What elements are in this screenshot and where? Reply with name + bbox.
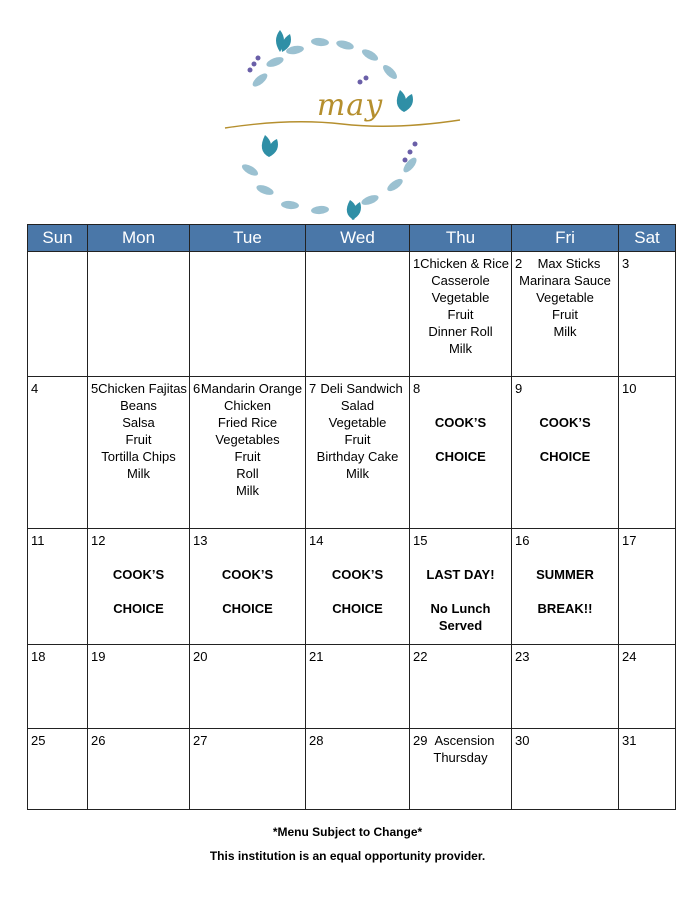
day-number: 12 [91, 533, 106, 548]
day-number: 10 [622, 381, 637, 396]
menu-item: Ascension [434, 733, 495, 748]
lunch-calendar [27, 224, 676, 810]
menu-item: Vegetable [328, 415, 387, 430]
floral-wreath-decoration [220, 20, 465, 230]
menu-item: Milk [345, 466, 370, 481]
day-cell [410, 377, 512, 529]
menu-item: Mandarin Orange [200, 381, 303, 396]
special-note-line: COOK’S [112, 567, 165, 582]
menu-item: Tortilla Chips [101, 449, 176, 464]
day-number: 14 [309, 533, 324, 548]
day-cell [619, 252, 676, 377]
day-cell [619, 529, 676, 645]
special-note-line: COOK’S [331, 567, 384, 582]
menu-item: Salsa [122, 415, 155, 430]
menu-item: Chicken Fajitas [98, 381, 187, 396]
week-row [28, 252, 676, 377]
day-cell [28, 729, 88, 810]
day-number: 2 [515, 256, 523, 271]
day-number: 11 [31, 533, 45, 548]
weekday-mon: Mon [88, 225, 190, 252]
menu-item: Vegetable [536, 290, 594, 305]
day-number: 30 [515, 733, 530, 748]
menu-item: Fruit [234, 449, 261, 464]
menu-item: Casserole [431, 273, 490, 288]
menu-item: Dinner Roll [428, 324, 493, 339]
weekday-sun: Sun [28, 225, 88, 252]
day-number: 3 [622, 256, 630, 271]
menu-item: Milk [126, 466, 151, 481]
day-number: 27 [193, 733, 208, 748]
week-row [28, 377, 676, 529]
day-cell [28, 645, 88, 729]
day-cell [28, 377, 88, 529]
day-number: 28 [309, 733, 324, 748]
special-note-line [512, 431, 618, 448]
day-number: 31 [622, 733, 637, 748]
day-cell [88, 729, 190, 810]
day-cell [190, 377, 306, 529]
menu-item: Fried Rice [217, 415, 278, 430]
special-note-line [512, 583, 618, 600]
menu-change-note: *Menu Subject to Change* [272, 825, 423, 839]
menu-item: Deli Sandwich [320, 381, 403, 396]
day-number: 25 [31, 733, 46, 748]
day-number: 29 [413, 733, 428, 748]
week-row [28, 529, 676, 645]
day-number: 7 [309, 381, 317, 396]
day-cell [88, 252, 190, 377]
weekday-sat: Sat [619, 225, 676, 252]
day-number: 6 [193, 381, 201, 396]
menu-item: Fruit [447, 307, 474, 322]
day-cell [512, 529, 619, 645]
menu-item: Fruit [125, 432, 152, 447]
day-cell [190, 645, 306, 729]
day-number: 4 [31, 381, 39, 396]
special-note-line: SUMMER [536, 567, 594, 582]
weekday-wed: Wed [306, 225, 410, 252]
day-number: 19 [91, 649, 106, 664]
menu-item: Fruit [344, 432, 371, 447]
day-cell [619, 729, 676, 810]
special-note-line: COOK’S [539, 415, 591, 430]
day-number: 18 [31, 649, 46, 664]
day-number: 21 [309, 649, 324, 664]
menu-item: Birthday Cake [316, 449, 399, 464]
week-row [28, 645, 676, 729]
day-number: 23 [515, 649, 530, 664]
day-cell [410, 645, 512, 729]
week-row [28, 729, 676, 810]
day-cell [190, 529, 306, 645]
day-cell [190, 252, 306, 377]
special-note [512, 377, 618, 465]
weekday-tue: Tue [190, 225, 306, 252]
day-number: 8 [413, 381, 421, 396]
weekday-thu: Thu [410, 225, 512, 252]
menu-item: Chicken [224, 398, 271, 413]
menu-item: Milk [448, 341, 473, 356]
day-cell [28, 529, 88, 645]
weekday-fri: Fri [512, 225, 619, 252]
day-cell [306, 529, 410, 645]
day-cell [512, 729, 619, 810]
equal-opportunity-statement: This institution is an equal opportunity provider. [209, 849, 486, 863]
day-number: 24 [622, 649, 637, 664]
special-note-line [190, 583, 305, 600]
special-note-line [410, 583, 511, 600]
day-number: 26 [91, 733, 106, 748]
day-number: 1 [413, 256, 421, 271]
day-cell [306, 645, 410, 729]
day-cell [619, 645, 676, 729]
menu-item: Chicken & Rice [420, 256, 509, 271]
special-note-line: CHOICE [222, 601, 273, 616]
menu-item: Thursday [433, 750, 488, 765]
day-cell [619, 377, 676, 529]
menu-items [190, 377, 305, 499]
menu-item: Fruit [552, 307, 578, 322]
day-cell [512, 252, 619, 377]
special-note [410, 377, 511, 465]
menu-items [410, 252, 511, 357]
special-note-line: CHOICE [113, 601, 164, 616]
day-number: 9 [515, 381, 523, 396]
special-note-line: Served [438, 618, 483, 633]
menu-item: Milk [235, 483, 260, 498]
special-note-line: No Lunch [430, 601, 491, 616]
day-cell [512, 645, 619, 729]
day-number: 15 [413, 533, 428, 548]
day-cell [88, 645, 190, 729]
day-number: 13 [193, 533, 208, 548]
menu-item: Roll [236, 466, 259, 481]
day-cell [306, 729, 410, 810]
special-note-line [410, 431, 511, 448]
month-title: may [316, 88, 384, 123]
day-number: 5 [91, 381, 99, 396]
menu-item: Max Sticks [537, 256, 601, 271]
day-cell [410, 729, 512, 810]
day-cell [410, 529, 512, 645]
day-cell [190, 729, 306, 810]
special-note-line: CHOICE [332, 601, 383, 616]
weekday-header-row [28, 225, 676, 252]
special-note-line: COOK’S [221, 567, 274, 582]
day-cell [28, 252, 88, 377]
special-note-line: CHOICE [435, 449, 486, 464]
day-cell [410, 252, 512, 377]
special-note-line [88, 583, 189, 600]
day-number: 22 [413, 649, 428, 664]
special-note-line: LAST DAY! [426, 567, 495, 582]
menu-item: Vegetable [431, 290, 490, 305]
menu-items [512, 252, 618, 340]
special-note-line: BREAK!! [537, 601, 593, 616]
day-cell [88, 377, 190, 529]
menu-item: Salad [340, 398, 375, 413]
day-number: 20 [193, 649, 208, 664]
menu-item: Vegetables [215, 432, 280, 447]
day-cell [306, 377, 410, 529]
day-cell [88, 529, 190, 645]
day-number: 17 [622, 533, 637, 548]
menu-items [306, 377, 409, 482]
special-note-line [306, 583, 409, 600]
special-note-line: CHOICE [539, 449, 591, 464]
menu-item: Milk [553, 324, 577, 339]
menu-items [88, 377, 189, 482]
day-number: 16 [515, 533, 530, 548]
day-cell [512, 377, 619, 529]
special-note-line: COOK’S [434, 415, 487, 430]
day-cell [306, 252, 410, 377]
menu-item: Beans [120, 398, 157, 413]
menu-item: Marinara Sauce [519, 273, 611, 288]
